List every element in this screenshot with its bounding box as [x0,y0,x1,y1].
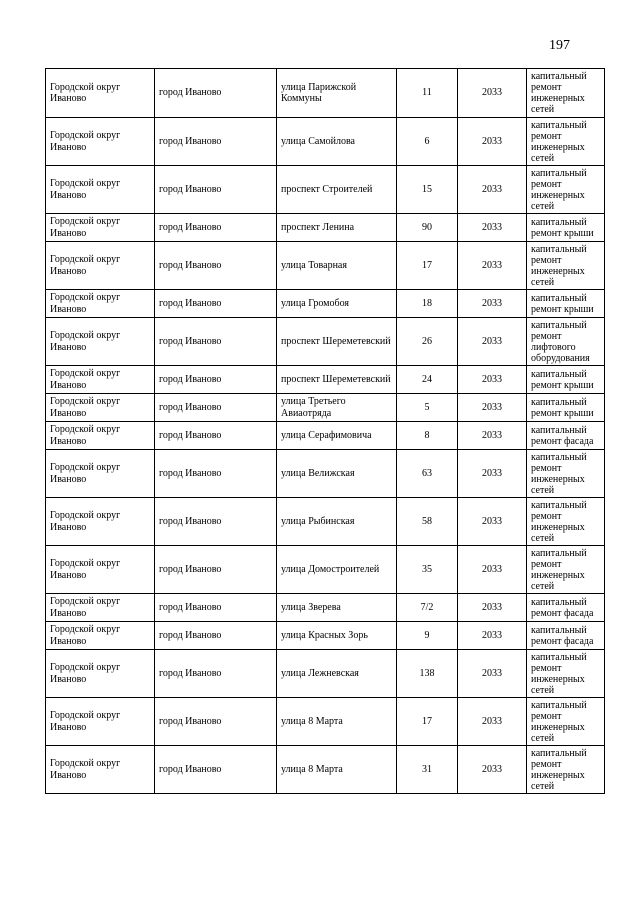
cell-okrug: Городской округ Иваново [46,622,155,650]
cell-house: 26 [397,318,458,366]
cell-house: 9 [397,622,458,650]
cell-street: улица 8 Марта [277,746,397,794]
table-row [46,214,605,242]
cell-year: 2033 [458,622,527,650]
cell-okrug: Городской округ Иваново [46,214,155,242]
cell-street: улица Зверева [277,594,397,622]
cell-street: улица Третьего Авиаотряда [277,394,397,422]
cell-street: улица Самойлова [277,118,397,166]
table-row [46,594,605,622]
cell-year: 2033 [458,650,527,698]
table-row [46,650,605,698]
cell-year: 2033 [458,546,527,594]
cell-okrug: Городской округ Иваново [46,318,155,366]
cell-okrug: Городской округ Иваново [46,546,155,594]
table-row [46,622,605,650]
cell-okrug: Городской округ Иваново [46,450,155,498]
cell-house: 11 [397,69,458,118]
cell-house: 138 [397,650,458,698]
cell-year: 2033 [458,746,527,794]
cell-work: капитальный ремонт инженерных сетей [527,698,605,746]
cell-okrug: Городской округ Иваново [46,118,155,166]
cell-okrug: Городской округ Иваново [46,498,155,546]
cell-work: капитальный ремонт инженерных сетей [527,746,605,794]
cell-street: улица Лежневская [277,650,397,698]
table-row [46,366,605,394]
table-row [46,498,605,546]
cell-work: капитальный ремонт инженерных сетей [527,69,605,118]
cell-work: капитальный ремонт инженерных сетей [527,118,605,166]
cell-work: капитальный ремонт крыши [527,290,605,318]
table-row [46,698,605,746]
cell-work: капитальный ремонт инженерных сетей [527,650,605,698]
table-row [46,394,605,422]
table-row [46,450,605,498]
cell-city: город Иваново [155,318,277,366]
cell-city: город Иваново [155,290,277,318]
table-row [46,546,605,594]
cell-house: 17 [397,242,458,290]
table-row [46,422,605,450]
cell-year: 2033 [458,366,527,394]
cell-okrug: Городской округ Иваново [46,242,155,290]
cell-city: город Иваново [155,166,277,214]
cell-okrug: Городской округ Иваново [46,422,155,450]
cell-city: город Иваново [155,498,277,546]
table-row [46,318,605,366]
cell-street: улица Домостроителей [277,546,397,594]
cell-year: 2033 [458,698,527,746]
cell-okrug: Городской округ Иваново [46,290,155,318]
cell-year: 2033 [458,214,527,242]
cell-street: проспект Строителей [277,166,397,214]
cell-year: 2033 [458,318,527,366]
cell-work: капитальный ремонт фасада [527,422,605,450]
cell-work: капитальный ремонт инженерных сетей [527,546,605,594]
cell-street: проспект Ленина [277,214,397,242]
cell-year: 2033 [458,394,527,422]
page-number: 197 [549,38,570,53]
cell-city: город Иваново [155,366,277,394]
cell-house: 35 [397,546,458,594]
cell-house: 6 [397,118,458,166]
cell-city: город Иваново [155,746,277,794]
cell-city: город Иваново [155,394,277,422]
cell-city: город Иваново [155,622,277,650]
cell-year: 2033 [458,498,527,546]
cell-street: улица Велижская [277,450,397,498]
cell-year: 2033 [458,594,527,622]
cell-work: капитальный ремонт лифтового оборудования [527,318,605,366]
cell-house: 18 [397,290,458,318]
cell-city: город Иваново [155,650,277,698]
cell-year: 2033 [458,450,527,498]
table-row [46,166,605,214]
cell-city: город Иваново [155,242,277,290]
cell-house: 63 [397,450,458,498]
cell-okrug: Городской округ Иваново [46,746,155,794]
cell-house: 90 [397,214,458,242]
cell-year: 2033 [458,242,527,290]
cell-work: капитальный ремонт фасада [527,622,605,650]
cell-okrug: Городской округ Иваново [46,698,155,746]
table-row [46,746,605,794]
cell-street: улица Красных Зорь [277,622,397,650]
cell-house: 24 [397,366,458,394]
cell-street: улица 8 Марта [277,698,397,746]
cell-city: город Иваново [155,214,277,242]
cell-year: 2033 [458,166,527,214]
cell-house: 8 [397,422,458,450]
cell-city: город Иваново [155,698,277,746]
cell-work: капитальный ремонт инженерных сетей [527,450,605,498]
table-row [46,118,605,166]
cell-okrug: Городской округ Иваново [46,69,155,118]
cell-work: капитальный ремонт фасада [527,594,605,622]
cell-work: капитальный ремонт крыши [527,366,605,394]
cell-house: 5 [397,394,458,422]
cell-city: город Иваново [155,546,277,594]
cell-street: проспект Шереметевский [277,366,397,394]
cell-work: капитальный ремонт крыши [527,214,605,242]
cell-street: проспект Шереметевский [277,318,397,366]
cell-city: город Иваново [155,69,277,118]
cell-house: 7/2 [397,594,458,622]
cell-street: улица Серафимовича [277,422,397,450]
cell-work: капитальный ремонт крыши [527,394,605,422]
cell-house: 31 [397,746,458,794]
cell-okrug: Городской округ Иваново [46,366,155,394]
cell-year: 2033 [458,69,527,118]
cell-city: город Иваново [155,450,277,498]
cell-okrug: Городской округ Иваново [46,166,155,214]
cell-street: улица Рыбинская [277,498,397,546]
cell-year: 2033 [458,290,527,318]
cell-okrug: Городской округ Иваново [46,650,155,698]
cell-house: 58 [397,498,458,546]
table-row [46,290,605,318]
cell-house: 17 [397,698,458,746]
cell-city: город Иваново [155,422,277,450]
cell-work: капитальный ремонт инженерных сетей [527,166,605,214]
cell-year: 2033 [458,422,527,450]
cell-city: город Иваново [155,594,277,622]
cell-okrug: Городской округ Иваново [46,394,155,422]
cell-year: 2033 [458,118,527,166]
cell-house: 15 [397,166,458,214]
cell-street: улица Товарная [277,242,397,290]
cell-city: город Иваново [155,118,277,166]
table-row [46,69,605,118]
cell-work: капитальный ремонт инженерных сетей [527,242,605,290]
cell-work: капитальный ремонт инженерных сетей [527,498,605,546]
cell-okrug: Городской округ Иваново [46,594,155,622]
registry-table [45,68,605,794]
table-row [46,242,605,290]
cell-street: улица Громобоя [277,290,397,318]
cell-street: улица Парижской Коммуны [277,69,397,118]
